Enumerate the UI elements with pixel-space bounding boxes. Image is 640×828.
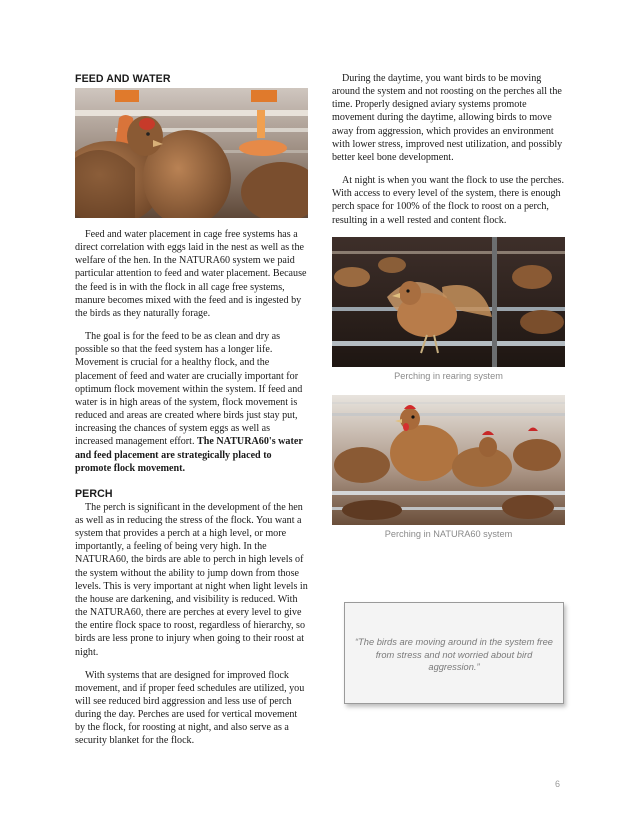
perching-rearing-illustration	[332, 237, 565, 367]
natura60-photo	[332, 395, 565, 525]
feed-paragraph-1: Feed and water placement in cage free systems has a direct correlation with eggs laid in the nest as well as the welfare of the hen. In the NATURA60 system we paid particular attention to feed and water placement. Because the feed is in with the flock in all cage free systems, manure becomes mixed with the feed and is ingested by the birds as they naturally forage.	[75, 229, 307, 319]
perching-natura60-illustration	[332, 395, 565, 525]
hens-at-feeder-illustration	[75, 88, 308, 218]
feed-paragraph-2-text: The goal is for the feed to be as clean and dry as possible so that the feed system has a longer life. Movement is crucial for a healthy flock, and the placement of feed and water are crucially important for optimum flock movement within the system. If feed and water is in high areas of the system, flock movement is reduced and areas are created where birds just stay put, increasing the chances of system eggs as well as increased management effort.	[75, 331, 303, 448]
feed-and-water-heading: FEED AND WATER	[75, 73, 171, 85]
pull-quote-box	[344, 602, 564, 704]
feed-paragraph-2	[75, 330, 308, 475]
page-number: 6	[555, 779, 561, 789]
left-column	[75, 72, 308, 748]
perch-heading: PERCH	[75, 487, 113, 500]
rearing-system-caption: Perching in rearing system	[394, 370, 503, 381]
natura60-caption: Perching in NATURA60 system	[384, 528, 513, 539]
night-paragraph: At night is when you want the flock to use the perches. With access to every level of the system, there is enough perch space for 100% of the flock to roost on a perch, resulting in a well rested and content flock.	[332, 175, 565, 226]
rearing-system-photo	[332, 237, 565, 367]
feed-water-photo	[75, 88, 308, 218]
daytime-paragraph: During the daytime, you want birds to be moving around the system and not roosting on the perches all the time. Properly designed aviary systems promote movement during the daytime, allowing birds to move away from aggression, which provides an environment with lower stress, improved nest utilization, and possibly better keel bone development.	[332, 73, 563, 163]
perch-paragraph-1: The perch is significant in the development of the hen as well as in reducing the stress of the flock. You want a system that provides a perch at a high level, or more importantly, a feeling of being very high. In the NATURA60, the birds are able to perch in high levels of the system without the ability to jump down from those levels. This is very important at night when light levels in the house are darkening, and visibility is reduced. With the NATURA60, there are perches at every level to give the entire flock space to roost, regardless of hierarchy, so birds are less prone to injury when going to their roost at night.	[75, 501, 308, 658]
feed-paragraph-2-bold: The NATURA60's water and feed placement are strategically placed to promote flock movement.	[75, 436, 303, 474]
perch-paragraph-2: With systems that are designed for improved flock movement, and if proper feed schedules are utilized, you will see reduced bird aggression and less use of perch during the day. Perches are used for vertical movement by the flock, for roosting at night, and also serve as a security blanket for the flock.	[75, 669, 305, 747]
right-column	[332, 72, 565, 539]
pull-quote-text: “The birds are moving around in the system free from stress and not worried about bird aggression.”	[355, 637, 553, 673]
